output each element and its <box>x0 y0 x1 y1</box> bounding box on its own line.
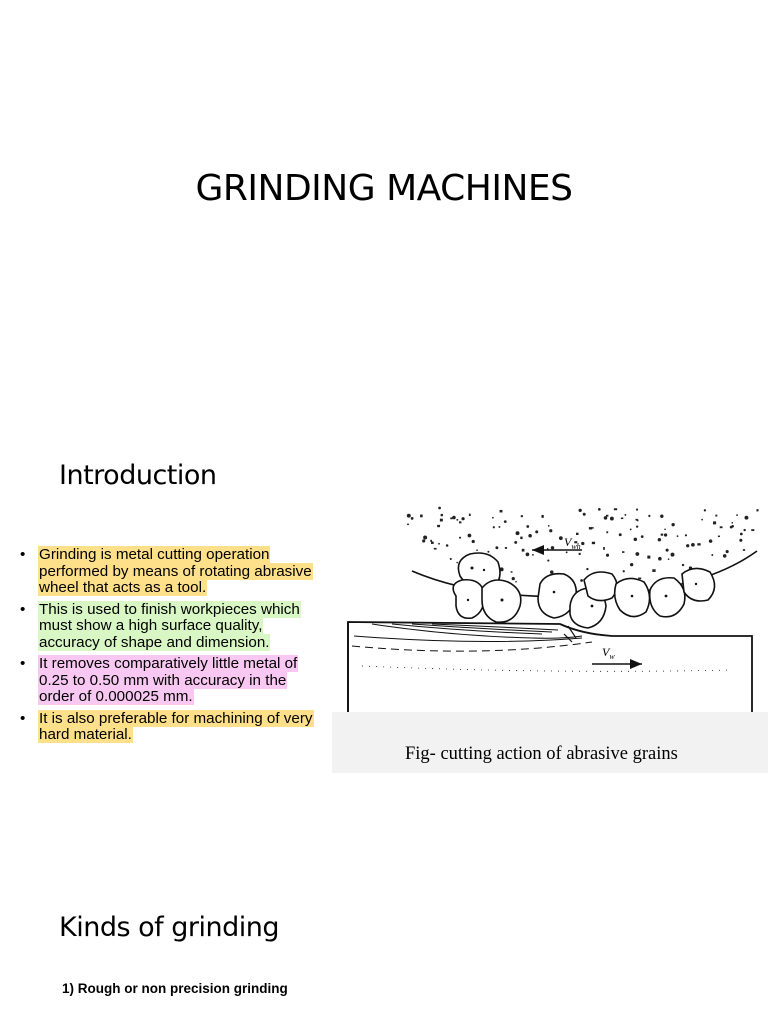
speckle-dot <box>440 514 443 517</box>
speckle-dot <box>549 529 552 532</box>
speckle-dot <box>682 564 684 566</box>
speckle-dot <box>648 515 650 517</box>
bullet-item <box>20 711 320 744</box>
speckle-dot <box>579 553 581 555</box>
speckle-dot <box>440 519 443 522</box>
speckle-dot <box>664 533 667 536</box>
speckle-dot <box>495 546 498 549</box>
speckle-dot <box>511 571 513 572</box>
speckle-dot <box>736 514 738 516</box>
speckle-dot <box>493 526 495 528</box>
speckle-dot <box>592 527 594 529</box>
speckle-dot <box>583 513 586 516</box>
wheel-v-subscript: wh <box>571 542 581 551</box>
speckle-dot <box>528 534 532 538</box>
speckle-dot <box>526 525 529 528</box>
speckle-dot <box>500 510 503 513</box>
speckle-dot <box>704 509 706 511</box>
speckle-dot <box>469 514 471 516</box>
bullet-text: Grinding is metal cutting operation performed by means of rotating abrasive wheel that acts as a tool. <box>39 546 312 596</box>
speckle-dot <box>658 538 661 541</box>
speckle-dot <box>420 515 423 518</box>
work-v-symbol: V <box>602 645 610 659</box>
speckle-dot <box>635 552 639 556</box>
speckle-dot <box>636 525 638 527</box>
speckle-dot <box>623 570 625 572</box>
speckle-dot <box>622 551 624 553</box>
speckle-dot <box>566 551 568 553</box>
speckle-dot <box>624 514 626 516</box>
speckle-dot <box>407 514 411 518</box>
speckle-dot <box>456 562 458 564</box>
speckle-dot <box>476 549 478 551</box>
speckle-dot <box>407 523 409 525</box>
wheel-v-symbol: V <box>564 535 572 549</box>
speckle-dot <box>589 527 592 529</box>
intro-bullet-list <box>20 547 320 749</box>
speckle-dot <box>664 529 666 531</box>
page-title: GRINDING MACHINES <box>195 168 573 209</box>
bullet-dot: • <box>20 546 26 563</box>
speckle-dot <box>711 554 713 556</box>
speckle-dot <box>551 546 554 549</box>
speckle-dot <box>522 549 525 552</box>
speckle-dot <box>685 534 687 536</box>
speckle-dot <box>505 547 507 549</box>
speckle-dot <box>580 579 583 582</box>
speckle-dot <box>709 539 712 542</box>
speckle-dot <box>437 525 440 527</box>
speckle-dot <box>697 543 700 545</box>
speckle-dot <box>450 558 452 560</box>
speckle-dot <box>743 529 745 531</box>
speckle-dot <box>757 509 759 511</box>
speckle-dot <box>686 544 689 547</box>
speckle-dot <box>550 570 554 574</box>
speckle-dot <box>434 548 437 550</box>
speckle-dot <box>535 530 538 533</box>
speckle-dot <box>411 517 414 520</box>
speckle-dot <box>731 522 733 524</box>
bullet-item <box>20 656 320 706</box>
speckle-dot <box>701 519 703 521</box>
bullet-item <box>20 602 320 652</box>
speckle-dot <box>621 518 623 520</box>
speckle-dot <box>634 538 637 541</box>
speckle-dot <box>606 531 608 533</box>
speckle-dot <box>666 549 669 552</box>
speckle-dot <box>459 537 461 539</box>
speckle-dot <box>713 521 716 524</box>
speckle-dot <box>446 544 449 547</box>
speckle-dot <box>630 563 633 566</box>
speckle-dot <box>579 509 582 512</box>
speckle-dot <box>548 525 550 527</box>
speckle-dot <box>438 507 441 510</box>
speckle-dot <box>661 534 663 536</box>
bullet-text: It is also preferable for machining of very hard material. <box>39 709 313 743</box>
speckle-dot <box>743 549 745 551</box>
speckle-dot <box>718 536 720 537</box>
speckle-dot <box>723 554 727 558</box>
bullet-dot: • <box>20 709 26 727</box>
speckle-dot <box>520 537 522 539</box>
speckle-dot <box>731 525 734 528</box>
speckle-dot <box>450 517 452 519</box>
speckle-dot <box>658 557 662 561</box>
speckle-dot <box>576 533 579 535</box>
speckle-dot <box>739 539 742 542</box>
speckle-dot <box>671 523 674 526</box>
speckle-dot <box>652 569 655 572</box>
speckle-dot <box>586 568 588 570</box>
speckle-dot <box>598 508 601 511</box>
speckle-dot <box>422 539 425 542</box>
speckle-dot <box>603 547 605 550</box>
bullet-item <box>20 547 320 597</box>
speckle-dot <box>547 560 549 562</box>
speckle-dot <box>619 533 622 536</box>
speckle-dot <box>581 542 584 545</box>
speckle-dot <box>487 551 489 553</box>
speckle-dot <box>541 515 543 518</box>
speckle-dot <box>720 526 723 528</box>
speckle-dot <box>606 554 609 557</box>
speckle-dot <box>461 517 464 520</box>
speckle-dot <box>637 519 639 521</box>
work-v-subscript: w <box>609 652 615 661</box>
bullet-text: It removes comparatively little metal of 0.25 to 0.50 mm with accuracy in the order of 0.000025 mm. <box>39 655 298 705</box>
introduction-heading: Introduction <box>59 460 217 491</box>
speckle-dot <box>668 558 670 560</box>
speckle-dot <box>671 553 675 557</box>
speckle-dot <box>504 520 507 523</box>
speckle-dot <box>498 526 500 528</box>
kind-item-rough: 1) Rough or non precision grinding <box>62 981 288 996</box>
bullet-text: This is used to finish workpieces which must show a high surface quality, accuracy of shape and dimension. <box>39 600 300 651</box>
speckle-dot <box>726 550 729 553</box>
speckle-dot <box>423 536 427 540</box>
speckle-dot <box>472 540 475 543</box>
speckle-dot <box>456 519 458 521</box>
speckle-dot <box>715 515 717 517</box>
speckle-dot <box>526 553 530 557</box>
speckle-dot <box>431 542 434 544</box>
speckle-dot <box>636 509 638 511</box>
speckle-dot <box>459 521 461 523</box>
speckle-dot <box>492 517 494 519</box>
speckle-dot <box>559 536 563 540</box>
speckle-dot <box>468 534 472 538</box>
speckle-dot <box>452 516 456 520</box>
speckle-dot <box>521 515 523 517</box>
speckle-dot <box>438 543 440 545</box>
speckle-dot <box>630 529 632 531</box>
bullet-dot: • <box>20 655 26 672</box>
speckle-dot <box>604 516 608 520</box>
kinds-heading: Kinds of grinding <box>59 912 279 943</box>
speckle-dot <box>751 529 754 531</box>
speckle-dot <box>677 535 679 537</box>
speckle-dot <box>641 535 644 538</box>
speckle-dot <box>512 577 515 580</box>
speckle-dot <box>515 581 517 583</box>
speckle-dot <box>740 533 743 536</box>
speckle-dot <box>610 517 614 521</box>
speckle-dot <box>592 542 595 544</box>
figure-caption: Fig- cutting action of abrasive grains <box>405 744 678 764</box>
speckle-dot <box>691 543 695 547</box>
speckle-dot <box>514 541 517 544</box>
speckle-dot <box>647 556 650 559</box>
speckle-dot <box>614 508 617 510</box>
speckle-dot <box>660 515 663 518</box>
workpiece <box>348 622 752 718</box>
speckle-dot <box>516 531 520 535</box>
speckle-dot <box>532 554 534 556</box>
bullet-dot: • <box>20 600 26 618</box>
speckle-dot <box>745 516 749 520</box>
